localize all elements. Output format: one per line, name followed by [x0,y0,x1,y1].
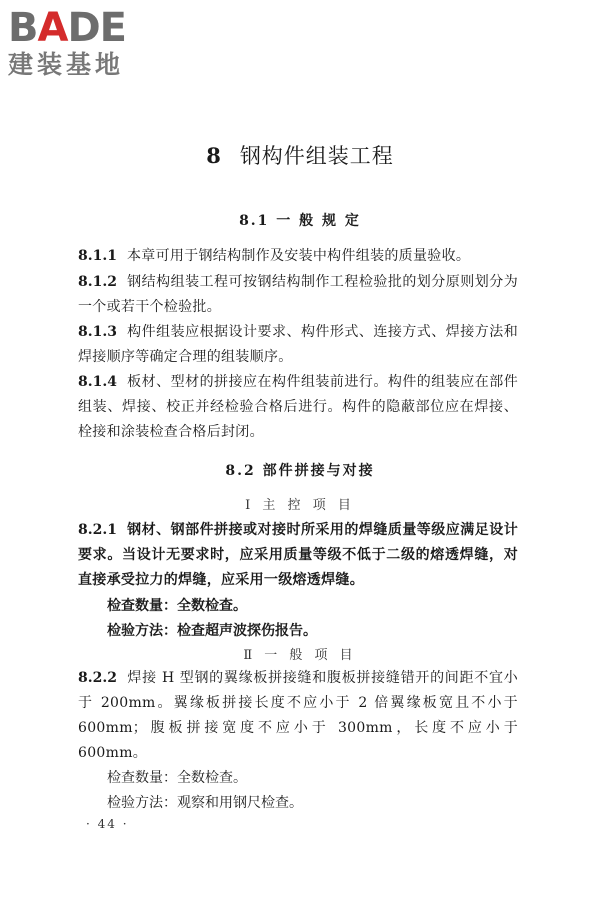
page-number: · 44 · [86,817,129,831]
clause-text: 钢结构组装工程可按钢结构制作工程检验批的划分原则划分为一个或若干个检验批。 [78,274,518,315]
clause-number: 8.1.3 [78,324,117,340]
clause-number: 8.2.1 [78,522,117,538]
clause-8-2-2 [78,666,518,766]
clause-8-1-2 [78,270,518,320]
bade-logo [8,6,178,96]
clause-number: 8.1.2 [78,274,117,290]
clause-text: 本章可用于钢结构制作及安装中构件组装的质量验收。 [126,248,471,264]
clause-text: 构件组装应根据设计要求、构件形式、连接方式、焊接方法和焊接顺序等确定合理的组装顺序。 [78,324,518,365]
clause-text: 板材、型材的拼接应在构件组装前进行。构件的组装应在部件组装、焊接、校正并经检验合格后进行。构件的隐蔽部位应在焊接、栓接和涂装检查合格后封闭。 [78,374,518,440]
clause-8-1-3 [78,320,518,370]
chapter-number: 8 [206,143,222,168]
clause-number: 8.1.1 [78,248,117,264]
clause-number: 8.2.2 [78,670,117,686]
clause-8-2-1 [78,518,518,593]
clause-8-1-1 [78,244,518,269]
chapter-title [0,140,600,170]
clause-text: 钢材、钢部件拼接或对接时所采用的焊缝质量等级应满足设计要求。当设计无要求时，应采用质量等级不低于二级的熔透焊缝，对直接承受拉力的焊缝，应采用一级熔透焊缝。 [78,522,518,588]
check-method-8-2-1: 检验方法：检查超声波探伤报告。 [107,623,317,639]
section-heading-8-1: 8.1 一 般 规 定 [239,213,361,229]
clause-text: 焊接 H 型钢的翼缘板拼接缝和腹板拼接缝错开的间距不宜小于 200mm。翼缘板拼接长度不应小于 2 倍翼缘板宽且不小于 600mm；腹板拼接宽度不应小于 300mm，长度不应小于 600mm。 [78,670,518,761]
logo-subtitle: 建装基地 [8,50,125,79]
clause-number: 8.1.4 [78,374,117,390]
clause-8-1-4 [78,370,518,445]
check-quantity-8-2-1: 检查数量：全数检查。 [107,598,247,614]
check-method-8-2-2: 检验方法：观察和用钢尺检查。 [107,795,303,811]
subsection-heading-general: Ⅱ 一 般 项 目 [243,648,357,663]
subsection-heading-main-control: Ⅰ 主 控 项 目 [245,498,355,513]
logo-wordmark: BADE [8,5,126,51]
check-quantity-8-2-2: 检查数量：全数检查。 [107,770,247,786]
section-heading-8-2: 8.2 部件拼接与对接 [225,463,375,479]
chapter-title-text: 钢构件组装工程 [239,144,394,168]
